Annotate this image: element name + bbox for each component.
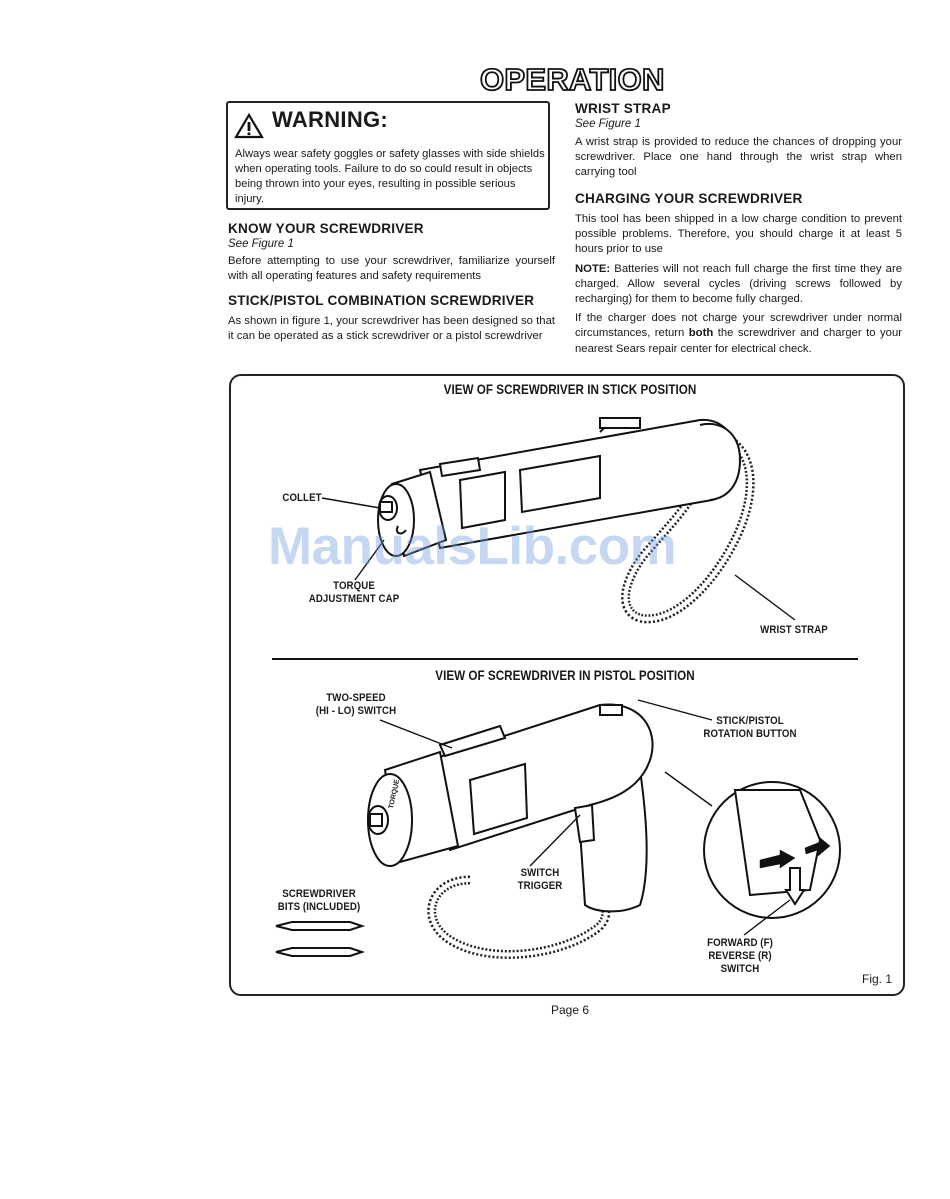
charging-heading: CHARGING YOUR SCREWDRIVER [575, 191, 803, 206]
wrist-strap-label: WRIST STRAP [760, 624, 828, 636]
page-number: Page 6 [550, 1003, 590, 1017]
two-speed-line1: TWO-SPEED [326, 692, 386, 704]
fr-line2: REVERSE (R) [708, 950, 772, 962]
pistol-view-title: VIEW OF SCREWDRIVER IN PISTOL POSITION [435, 668, 695, 683]
rotation-button-label [697, 715, 803, 741]
bits-label [269, 888, 369, 914]
note-text: Batteries will not reach full charge the first time they are charged. Allow several cycles (driving screws followed by recharging) for them to become fully charged. [575, 262, 902, 306]
note-label: NOTE: [575, 262, 611, 275]
wrist-text: A wrist strap is provided to reduce the chances of dropping your screwdriver. Place one hand through the wrist strap when carrying tool [575, 136, 902, 179]
watermark: ManualsLib.com [268, 517, 677, 576]
collet-label: COLLET [282, 492, 322, 504]
stick-view-title: VIEW OF SCREWDRIVER IN STICK POSITION [443, 382, 697, 397]
forward-reverse-label [696, 937, 784, 976]
know-text: Before attempting to use your screwdriver, familiarize yourself with all operating features and safety requirements [228, 255, 555, 283]
warning-heading: WARNING: [272, 107, 389, 132]
trigger-line1: SWITCH [520, 867, 560, 879]
rotation-line1: STICK/PISTOL [716, 715, 784, 727]
bits-line1: SCREWDRIVER [282, 888, 356, 900]
two-speed-line2: (HI - LO) SWITCH [315, 705, 397, 717]
switch-trigger-label [505, 867, 575, 893]
torque-label-line2: ADJUSTMENT CAP [308, 593, 400, 605]
charger-text-a: If the charger does not charge your screwdriver under normal circumstances, return [575, 312, 902, 340]
wrist-heading: WRIST STRAP [575, 101, 671, 116]
fr-line1: FORWARD (F) [707, 937, 773, 949]
trigger-line2: TRIGGER [517, 880, 563, 892]
charger-text-b: the screwdriver and charger to your nearest Sears repair center for electrical check. [575, 327, 902, 355]
warning-text: Always wear safety goggles or safety glasses with side shields when operating tools. Failure to do so could result in objects being thrown into your eyes, resulting in possible serious injury. [235, 148, 545, 205]
figure-caption: Fig. 1 [862, 972, 893, 986]
combo-text: As shown in figure 1, your screwdriver has been designed so that it can be operated as a stick screwdriver or a pistol screwdriver [228, 315, 555, 343]
combo-heading: STICK/PISTOL COMBINATION SCREWDRIVER [228, 293, 535, 308]
two-speed-switch-label [303, 692, 409, 718]
page-title: OPERATION [480, 62, 665, 97]
charging-text: This tool has been shipped in a low charge condition to prevent possible problems. Therefore, you should charge it at least 5 hours prior to use [575, 213, 902, 256]
charger-text-bold: both [688, 327, 714, 340]
torque-label [301, 580, 407, 606]
bits-line2: BITS (INCLUDED) [277, 901, 361, 913]
know-heading: KNOW YOUR SCREWDRIVER [228, 221, 424, 236]
fr-line3: SWITCH [720, 963, 760, 975]
torque-engraving: TORQUE [388, 778, 402, 810]
rotation-line2: ROTATION BUTTON [703, 728, 797, 740]
know-figure-ref: See Figure 1 [228, 238, 294, 250]
torque-label-line1: TORQUE [333, 580, 375, 592]
wrist-figure-ref: See Figure 1 [575, 118, 641, 130]
